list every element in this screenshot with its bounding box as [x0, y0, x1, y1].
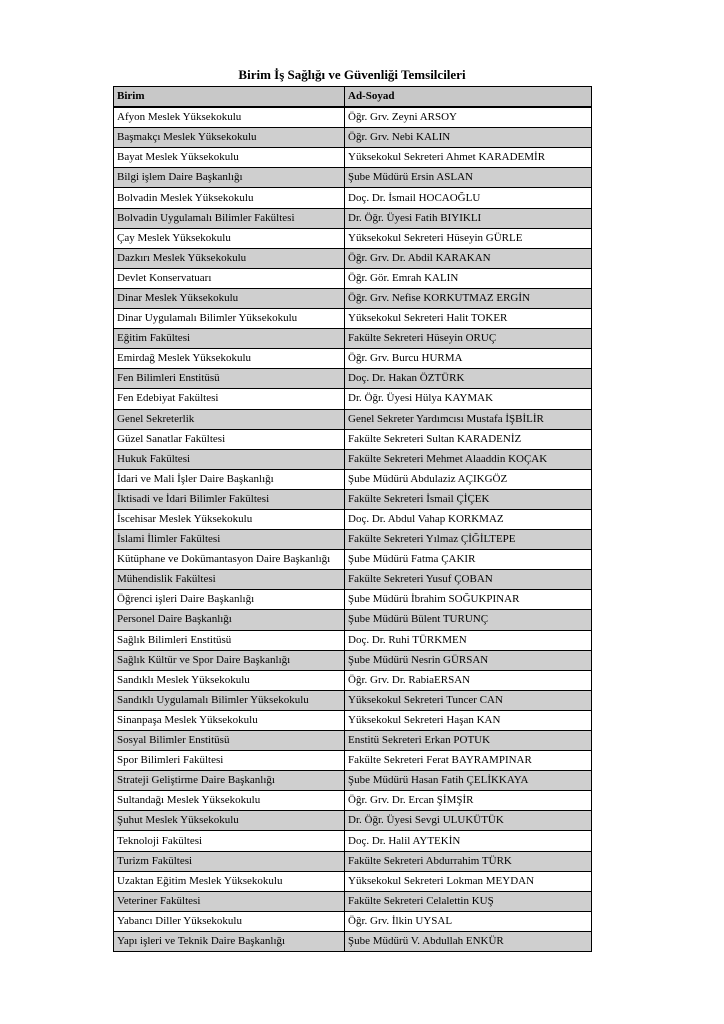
- representative-cell: Öğr. Grv. Dr. RabiaERSAN: [345, 670, 592, 690]
- unit-cell: Öğrenci işleri Daire Başkanlığı: [114, 590, 345, 610]
- representative-cell: Yüksekokul Sekreteri Tuncer CAN: [345, 690, 592, 710]
- representative-cell: Yüksekokul Sekreteri Ahmet KARADEMİR: [345, 148, 592, 168]
- representative-cell: Şube Müdürü V. Abdullah ENKÜR: [345, 931, 592, 951]
- unit-cell: İktisadi ve İdari Bilimler Fakültesi: [114, 489, 345, 509]
- representative-cell: Şube Müdürü Nesrin GÜRSAN: [345, 650, 592, 670]
- table-row: [114, 329, 592, 349]
- unit-cell: Emirdağ Meslek Yüksekokulu: [114, 349, 345, 369]
- representative-cell: Öğr. Grv. İlkin UYSAL: [345, 911, 592, 931]
- unit-cell: Sağlık Bilimleri Enstitüsü: [114, 630, 345, 650]
- unit-cell: Fen Bilimleri Enstitüsü: [114, 369, 345, 389]
- representative-cell: Yüksekokul Sekreteri Halit TOKER: [345, 309, 592, 329]
- table-row: [114, 791, 592, 811]
- table-row: [114, 570, 592, 590]
- table-row: [114, 369, 592, 389]
- representative-cell: Genel Sekreter Yardımcısı Mustafa İŞBİLİR: [345, 409, 592, 429]
- representative-cell: Fakülte Sekreteri Yusuf ÇOBAN: [345, 570, 592, 590]
- representative-cell: Şube Müdürü İbrahim SOĞUKPINAR: [345, 590, 592, 610]
- representative-cell: Şube Müdürü Abdulaziz AÇIKGÖZ: [345, 469, 592, 489]
- table-row: [114, 891, 592, 911]
- table-row: [114, 811, 592, 831]
- table-row: [114, 911, 592, 931]
- table-row: [114, 650, 592, 670]
- unit-cell: Turizm Fakültesi: [114, 851, 345, 871]
- table-row: [114, 590, 592, 610]
- representative-cell: Fakülte Sekreteri Mehmet Alaaddin KOÇAK: [345, 449, 592, 469]
- unit-cell: Sağlık Kültür ve Spor Daire Başkanlığı: [114, 650, 345, 670]
- table-row: [114, 128, 592, 148]
- table-row: [114, 509, 592, 529]
- table-row: [114, 429, 592, 449]
- table-row: [114, 168, 592, 188]
- representative-cell: Şube Müdürü Fatma ÇAKIR: [345, 550, 592, 570]
- unit-cell: Uzaktan Eğitim Meslek Yüksekokulu: [114, 871, 345, 891]
- unit-cell: Yabancı Diller Yüksekokulu: [114, 911, 345, 931]
- unit-cell: Dinar Uygulamalı Bilimler Yüksekokulu: [114, 309, 345, 329]
- unit-cell: Devlet Konservatuarı: [114, 268, 345, 288]
- representative-cell: Öğr. Grv. Nefise KORKUTMAZ ERGİN: [345, 288, 592, 308]
- table-row: [114, 309, 592, 329]
- table-row: [114, 931, 592, 951]
- table-row: [114, 248, 592, 268]
- unit-cell: Bilgi işlem Daire Başkanlığı: [114, 168, 345, 188]
- table-row: [114, 710, 592, 730]
- unit-cell: Mühendislik Fakültesi: [114, 570, 345, 590]
- unit-cell: Sultandağı Meslek Yüksekokulu: [114, 791, 345, 811]
- unit-cell: Fen Edebiyat Fakültesi: [114, 389, 345, 409]
- unit-cell: Hukuk Fakültesi: [114, 449, 345, 469]
- unit-cell: Spor Bilimleri Fakültesi: [114, 751, 345, 771]
- representative-cell: Dr. Öğr. Üyesi Sevgi ULUKÜTÜK: [345, 811, 592, 831]
- unit-cell: İscehisar Meslek Yüksekokulu: [114, 509, 345, 529]
- representative-cell: Yüksekokul Sekreteri Hüseyin GÜRLE: [345, 228, 592, 248]
- column-header-name: Ad-Soyad: [345, 87, 592, 108]
- representative-cell: Şube Müdürü Ersin ASLAN: [345, 168, 592, 188]
- unit-cell: Şuhut Meslek Yüksekokulu: [114, 811, 345, 831]
- unit-cell: Eğitim Fakültesi: [114, 329, 345, 349]
- representative-cell: Öğr. Grv. Dr. Abdil KARAKAN: [345, 248, 592, 268]
- table-row: [114, 831, 592, 851]
- table-row: [114, 731, 592, 751]
- unit-cell: Başmakçı Meslek Yüksekokulu: [114, 128, 345, 148]
- unit-cell: Sandıklı Uygulamalı Bilimler Yüksekokulu: [114, 690, 345, 710]
- representative-cell: Fakülte Sekreteri Yılmaz ÇİĞİLTEPE: [345, 530, 592, 550]
- unit-cell: Veteriner Fakültesi: [114, 891, 345, 911]
- unit-cell: Dinar Meslek Yüksekokulu: [114, 288, 345, 308]
- representative-cell: Şube Müdürü Hasan Fatih ÇELİKKAYA: [345, 771, 592, 791]
- table-row: [114, 469, 592, 489]
- representatives-table: [113, 86, 592, 952]
- representative-cell: Dr. Öğr. Üyesi Fatih BIYIKLI: [345, 208, 592, 228]
- representative-cell: Doç. Dr. İsmail HOCAOĞLU: [345, 188, 592, 208]
- unit-cell: Sinanpaşa Meslek Yüksekokulu: [114, 710, 345, 730]
- table-row: [114, 550, 592, 570]
- representative-cell: Doç. Dr. Hakan ÖZTÜRK: [345, 369, 592, 389]
- column-header-unit: Birim: [114, 87, 345, 108]
- table-row: [114, 851, 592, 871]
- unit-cell: Sandıklı Meslek Yüksekokulu: [114, 670, 345, 690]
- table-row: [114, 268, 592, 288]
- representative-cell: Öğr. Grv. Nebi KALIN: [345, 128, 592, 148]
- table-row: [114, 449, 592, 469]
- unit-cell: Personel Daire Başkanlığı: [114, 610, 345, 630]
- table-row: [114, 630, 592, 650]
- table-row: [114, 670, 592, 690]
- representative-cell: Fakülte Sekreteri Hüseyin ORUÇ: [345, 329, 592, 349]
- representative-cell: Fakülte Sekreteri Ferat BAYRAMPINAR: [345, 751, 592, 771]
- representative-cell: Enstitü Sekreteri Erkan POTUK: [345, 731, 592, 751]
- unit-cell: Yapı işleri ve Teknik Daire Başkanlığı: [114, 931, 345, 951]
- table-row: [114, 610, 592, 630]
- unit-cell: Kütüphane ve Dokümantasyon Daire Başkanlığı: [114, 550, 345, 570]
- table-row: [114, 489, 592, 509]
- representative-cell: Öğr. Gör. Emrah KALIN: [345, 268, 592, 288]
- document-title: Birim İş Sağlığı ve Güvenliği Temsilcileri: [238, 67, 466, 82]
- unit-cell: Bolvadin Uygulamalı Bilimler Fakültesi: [114, 208, 345, 228]
- unit-cell: İslami İlimler Fakültesi: [114, 530, 345, 550]
- unit-cell: Güzel Sanatlar Fakültesi: [114, 429, 345, 449]
- table-row: [114, 228, 592, 248]
- unit-cell: Dazkırı Meslek Yüksekokulu: [114, 248, 345, 268]
- unit-cell: Teknoloji Fakültesi: [114, 831, 345, 851]
- table-row: [114, 771, 592, 791]
- unit-cell: İdari ve Mali İşler Daire Başkanlığı: [114, 469, 345, 489]
- representative-cell: Doç. Dr. Abdul Vahap KORKMAZ: [345, 509, 592, 529]
- table-row: [114, 690, 592, 710]
- representative-cell: Öğr. Grv. Dr. Ercan ŞİMŞİR: [345, 791, 592, 811]
- table-row: [114, 188, 592, 208]
- representative-cell: Fakülte Sekreteri Abdurrahim TÜRK: [345, 851, 592, 871]
- unit-cell: Strateji Geliştirme Daire Başkanlığı: [114, 771, 345, 791]
- unit-cell: Bolvadin Meslek Yüksekokulu: [114, 188, 345, 208]
- table-row: [114, 751, 592, 771]
- table-row: [114, 871, 592, 891]
- unit-cell: Çay Meslek Yüksekokulu: [114, 228, 345, 248]
- table-row: [114, 389, 592, 409]
- representative-cell: Dr. Öğr. Üyesi Hülya KAYMAK: [345, 389, 592, 409]
- table-header-row: [114, 87, 592, 108]
- table-row: [114, 208, 592, 228]
- representative-cell: Şube Müdürü Bülent TURUNÇ: [345, 610, 592, 630]
- representative-cell: Yüksekokul Sekreteri Lokman MEYDAN: [345, 871, 592, 891]
- representative-cell: Fakülte Sekreteri Celalettin KUŞ: [345, 891, 592, 911]
- table-row: [114, 349, 592, 369]
- representative-cell: Fakülte Sekreteri İsmail ÇİÇEK: [345, 489, 592, 509]
- representative-cell: Fakülte Sekreteri Sultan KARADENİZ: [345, 429, 592, 449]
- table-row: [114, 530, 592, 550]
- table-body: [114, 107, 592, 951]
- table-row: [114, 288, 592, 308]
- table-row: [114, 148, 592, 168]
- representative-cell: Doç. Dr. Ruhi TÜRKMEN: [345, 630, 592, 650]
- table-row: [114, 107, 592, 128]
- table-row: [114, 409, 592, 429]
- representative-cell: Yüksekokul Sekreteri Haşan KAN: [345, 710, 592, 730]
- unit-cell: Bayat Meslek Yüksekokulu: [114, 148, 345, 168]
- unit-cell: Genel Sekreterlik: [114, 409, 345, 429]
- representative-cell: Öğr. Grv. Burcu HURMA: [345, 349, 592, 369]
- representative-cell: Öğr. Grv. Zeyni ARSOY: [345, 107, 592, 128]
- unit-cell: Sosyal Bilimler Enstitüsü: [114, 731, 345, 751]
- unit-cell: Afyon Meslek Yüksekokulu: [114, 107, 345, 128]
- representative-cell: Doç. Dr. Halil AYTEKİN: [345, 831, 592, 851]
